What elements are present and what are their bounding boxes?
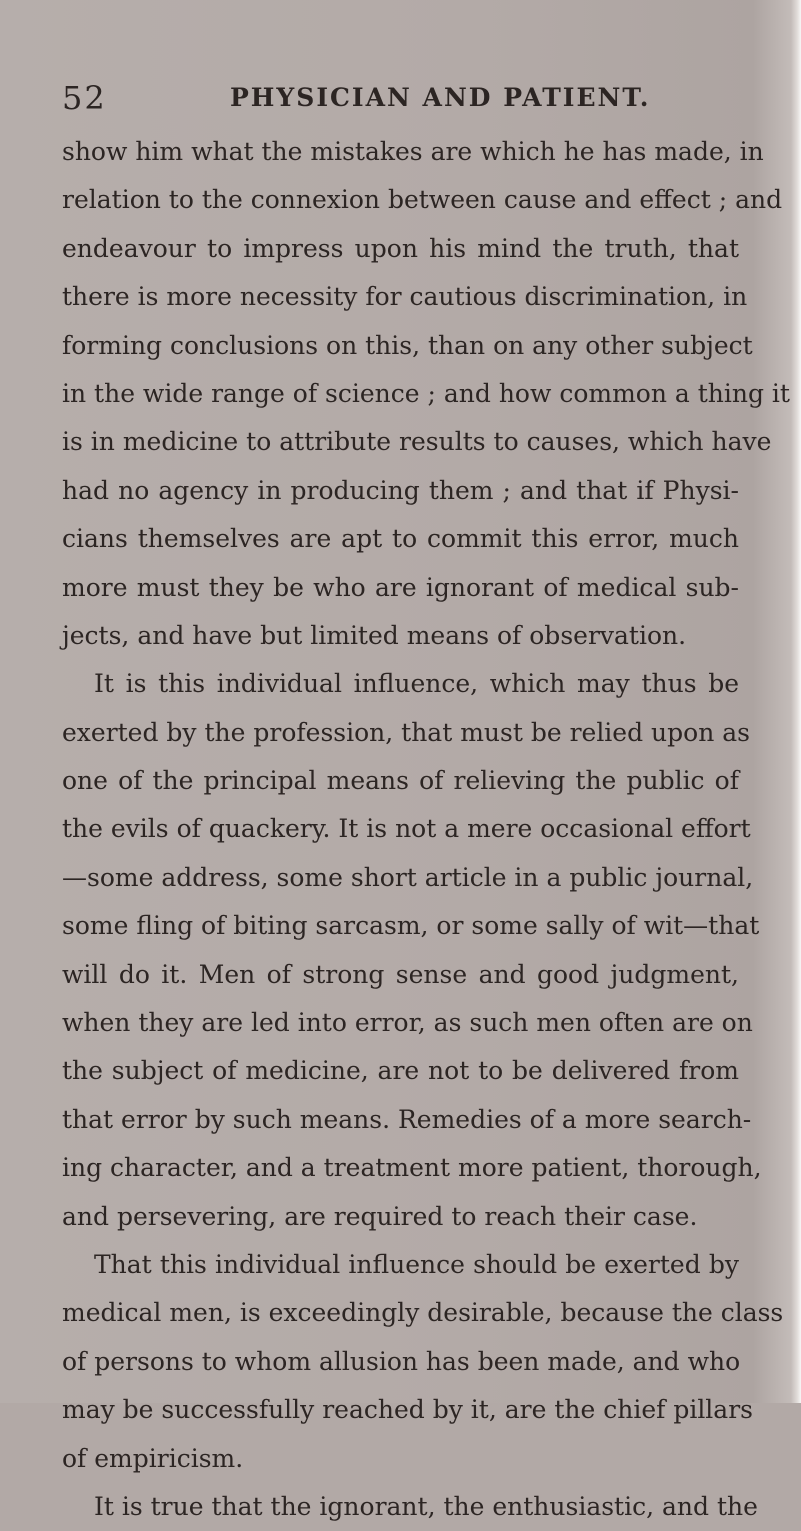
paragraph-start-line: It is true that the ignorant, the enthusiastic, and the	[94, 1491, 758, 1521]
running-title: PHYSICIAN AND PATIENT.	[230, 83, 651, 112]
text-line: one of the principal means of relieving the public of	[62, 766, 739, 796]
text-line: will do it. Men of strong sense and good judgment,	[62, 959, 739, 989]
text-line: of empiricism.	[62, 1443, 244, 1473]
text-line: cians themselves are apt to commit this error, much	[62, 524, 739, 554]
text-line: the evils of quackery. It is not a mere occasional effort	[62, 814, 751, 844]
text-line: —some address, some short article in a public journal,	[62, 862, 754, 892]
paragraph-start-line: It is this individual influence, which may thus be	[94, 669, 739, 699]
body-text	[62, 128, 790, 1531]
text-line: ing character, and a treatment more patient, thorough,	[62, 1153, 762, 1183]
text-line: of persons to whom allusion has been made, and who	[62, 1346, 741, 1376]
text-line: jects, and have but limited means of observation.	[62, 620, 687, 650]
text-line: the subject of medicine, are not to be delivered from	[62, 1056, 739, 1086]
text-line: is in medicine to attribute results to causes, which have	[62, 427, 772, 457]
text-line: had no agency in producing them ; and that if Physi-	[62, 475, 739, 505]
text-line: may be successfully reached by it, are the chief pillars	[62, 1395, 753, 1425]
text-line: more must they be who are ignorant of medical sub-	[62, 572, 739, 602]
text-line: forming conclusions on this, than on any other subject	[62, 330, 753, 360]
text-line: and persevering, are required to reach their case.	[62, 1201, 698, 1231]
page-number: 52	[62, 79, 107, 117]
text-line: some fling of biting sarcasm, or some sally of wit—that	[62, 911, 760, 941]
text-line: exerted by the profession, that must be relied upon as	[62, 717, 750, 747]
page-header	[62, 78, 762, 118]
text-line: endeavour to impress upon his mind the truth, that	[62, 233, 739, 263]
text-line: in the wide range of science ; and how common a thing it	[62, 378, 790, 408]
text-line: medical men, is exceedingly desirable, because the class	[62, 1298, 784, 1328]
text-line: show him what the mistakes are which he has made, in	[62, 137, 764, 166]
paragraph-start-line: That this individual influence should be exerted by	[94, 1249, 739, 1279]
text-line: that error by such means. Remedies of a more search-	[62, 1104, 752, 1134]
text-line: there is more necessity for cautious discrimination, in	[62, 282, 748, 312]
text-line: relation to the connexion between cause and effect ; and	[62, 185, 783, 215]
text-line: when they are led into error, as such men often are on	[62, 1008, 753, 1038]
page-edge	[791, 0, 801, 1403]
